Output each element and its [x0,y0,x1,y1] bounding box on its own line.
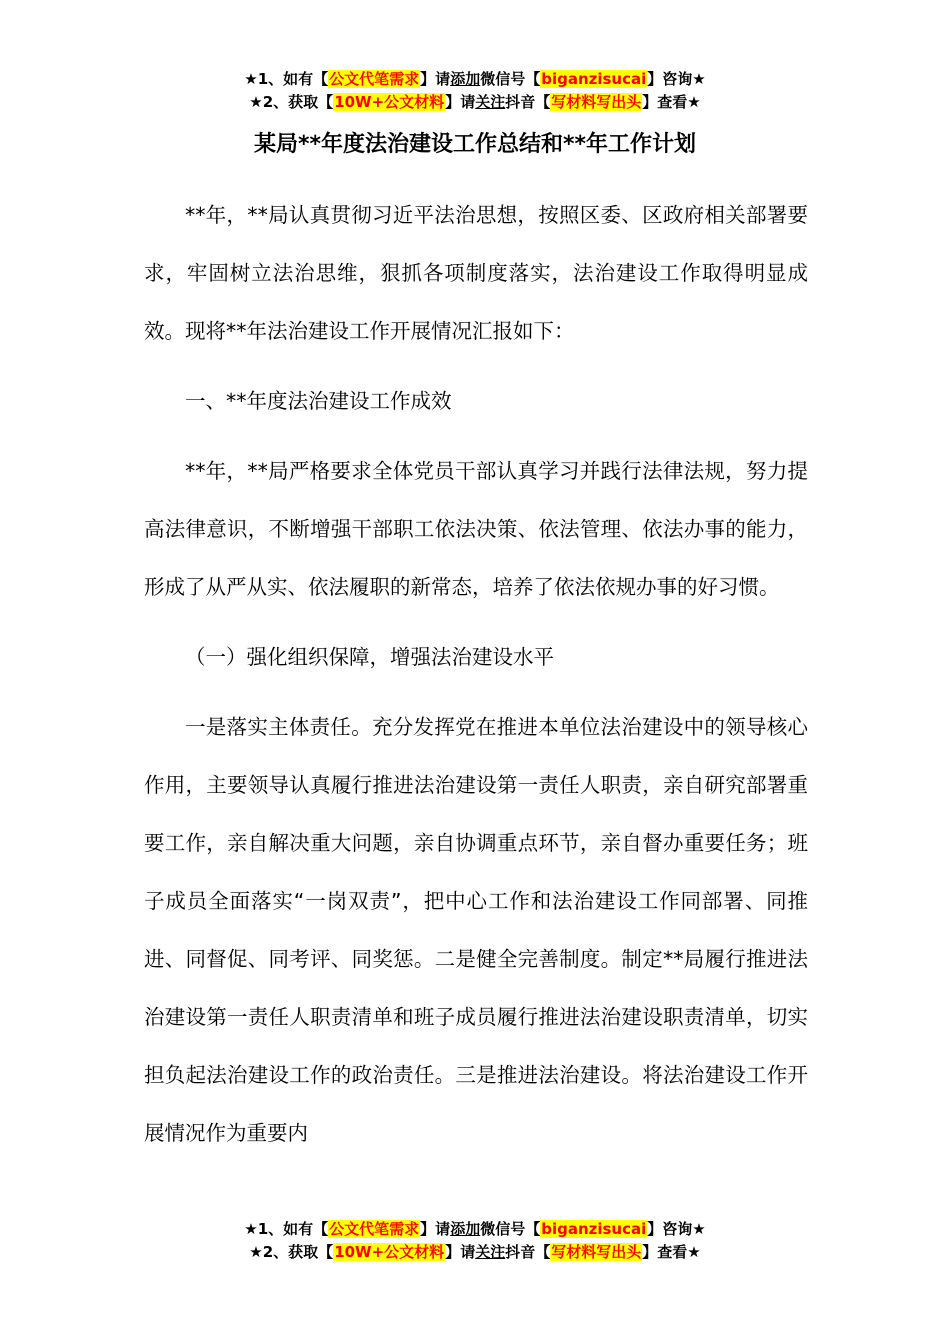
banner-highlight: 写材料写出头 [551,93,642,111]
banner-highlight: 写材料写出头 [551,1243,642,1261]
banner-text: 抖音【 [505,93,551,111]
banner-text: ★1、如有【 [244,1220,329,1238]
banner-underlined-text: 添加 [450,1220,481,1238]
banner-text: 微信号【 [480,70,541,88]
banner-text: 】请 [420,1220,451,1238]
banner-text: 微信号【 [480,1220,541,1238]
banner-text: 】咨询★ [647,70,706,88]
top-banner [0,68,950,114]
banner-highlight: biganzisucai [541,1220,647,1238]
paragraph-intro: **年，**局认真贯彻习近平法治思想，按照区委、区政府相关部署要求，牢固树立法治思维，狠抓各项制度落实，法治建设工作取得明显成效。现将**年法治建设工作开展情况汇报如下： [144,203,808,343]
banner-line-1 [0,68,950,91]
banner-text: 】查看★ [642,93,701,111]
banner-highlight: 10W+公文材料 [334,1243,445,1261]
banner-text: ★1、如有【 [244,70,329,88]
banner-line-2 [0,91,950,114]
banner-text: 】请 [445,1243,476,1261]
bottom-banner [0,1218,950,1264]
subsection-heading: （一）强化组织保障，增强法治建设水平 [185,645,554,669]
banner-underlined-text: 关注 [475,1243,506,1261]
banner-highlight: 公文代笔需求 [329,70,420,88]
banner-highlight: 公文代笔需求 [329,1220,420,1238]
paragraph-organization: 一是落实主体责任。充分发挥党在推进本单位法治建设中的领导核心作用，主要领导认真履行推进法治建设第一责任人职责，亲自研究部署重要工作，亲自解决重大问题，亲自协调重点环节，亲自督办重要任务；班子成员全面落实“一岗双责”，把中心工作和法治建设工作同部署、同推进、同督促、同考评、同奖惩。二是健全完善制度。制定**局履行推进法治建设第一责任人职责清单和班子成员履行推进法治建设职责清单，切实担负起法治建设工作的政治责任。三是推进法治建设。将法治建设工作开展情况作为重要内 [144,715,808,1145]
banner-text: 】请 [420,70,451,88]
banner-text: ★2、获取【 [249,93,334,111]
banner-underlined-text: 添加 [450,70,481,88]
banner-text: 】查看★ [642,1243,701,1261]
document-body [144,186,808,1162]
paragraph-achievements: **年，**局严格要求全体党员干部认真学习并践行法律法规，努力提高法律意识，不断增强干部职工依法决策、依法管理、依法办事的能力，形成了从严从实、依法履职的新常态，培养了依法依规办事的好习惯。 [144,459,808,599]
banner-highlight: biganzisucai [541,70,647,88]
section-heading: 一、**年度法治建设工作成效 [185,389,452,413]
banner-line-1 [0,1218,950,1241]
document-title: 某局**年度法治建设工作总结和**年工作计划 [253,132,697,157]
banner-text: 】请 [445,93,476,111]
banner-text: ★2、获取【 [249,1243,334,1261]
banner-text: 】咨询★ [647,1220,706,1238]
banner-text: 抖音【 [505,1243,551,1261]
banner-highlight: 10W+公文材料 [334,93,445,111]
banner-underlined-text: 关注 [475,93,506,111]
banner-line-2 [0,1241,950,1264]
